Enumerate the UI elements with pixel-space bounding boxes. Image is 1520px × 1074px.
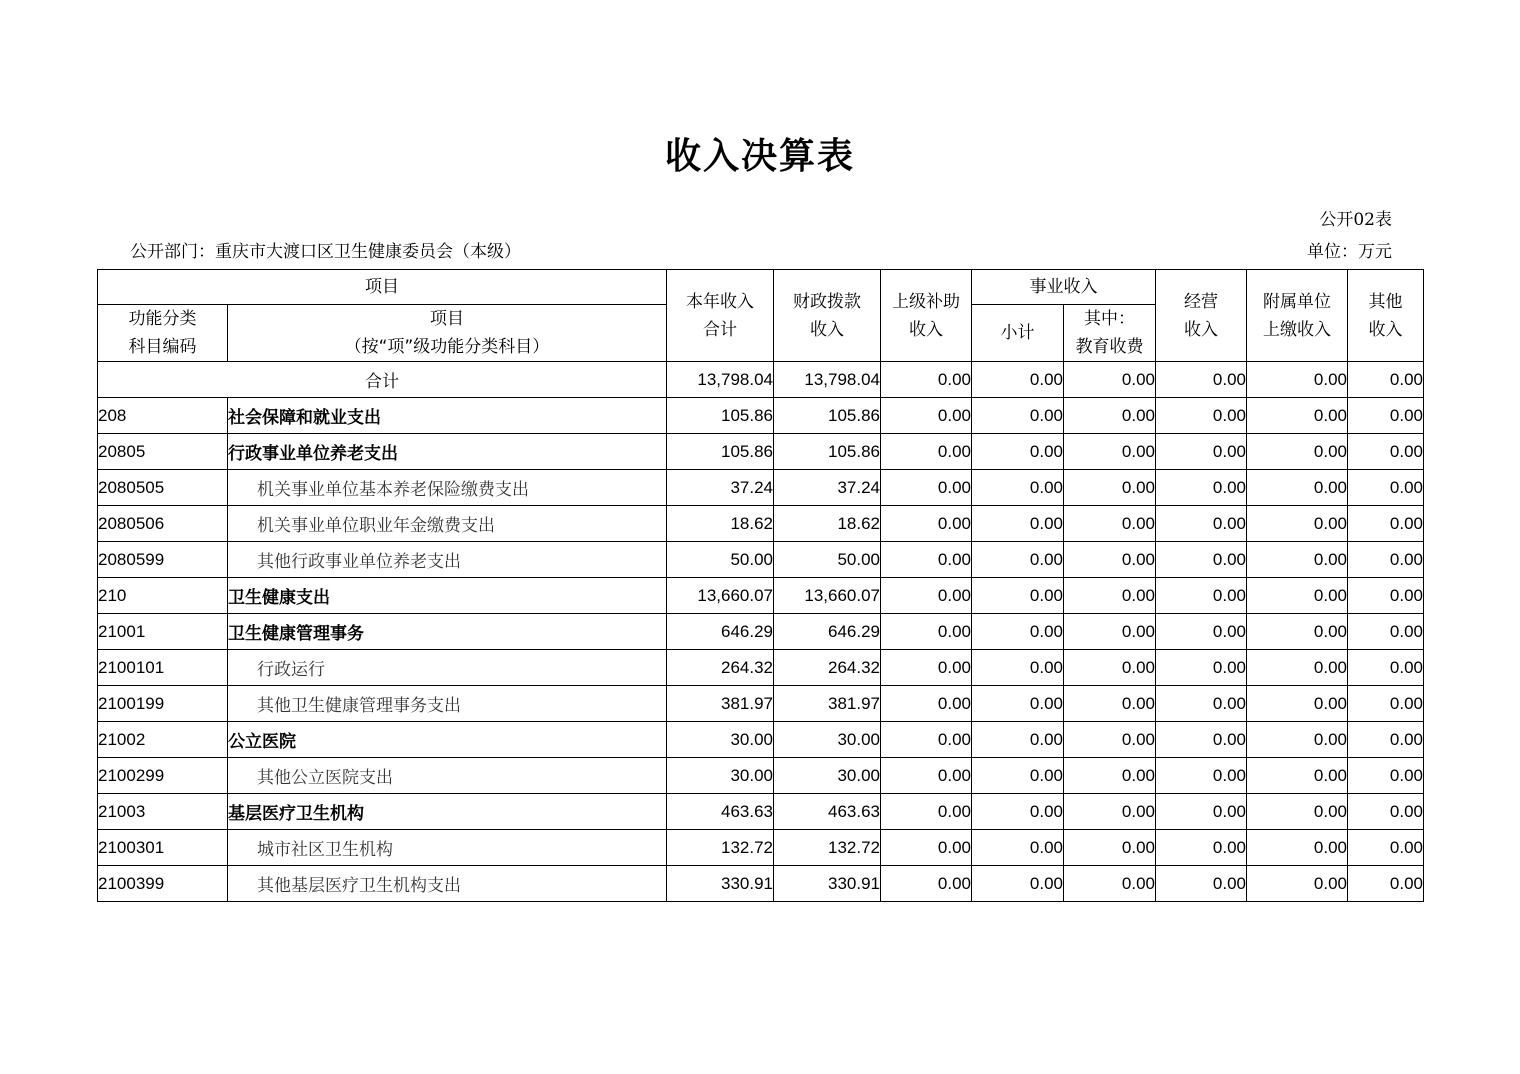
row-value: 0.00	[1247, 470, 1348, 506]
row-value: 0.00	[1348, 650, 1424, 686]
row-value: 0.00	[1156, 794, 1247, 830]
row-value: 0.00	[1348, 542, 1424, 578]
row-value: 0.00	[1247, 506, 1348, 542]
row-value: 0.00	[881, 686, 972, 722]
row-value: 0.00	[972, 398, 1064, 434]
table-row	[98, 686, 1424, 722]
row-code: 21002	[98, 722, 228, 758]
row-value: 0.00	[972, 614, 1064, 650]
row-value: 0.00	[972, 470, 1064, 506]
header-edu-fee: 其中： 教育收费	[1064, 305, 1156, 362]
row-value: 0.00	[881, 398, 972, 434]
header-fiscal: 财政拨款 收入	[774, 270, 881, 362]
row-code: 2080505	[98, 470, 228, 506]
row-value: 264.32	[667, 650, 774, 686]
row-value: 0.00	[1247, 650, 1348, 686]
row-value: 0.00	[972, 722, 1064, 758]
row-value: 30.00	[667, 758, 774, 794]
row-value: 0.00	[1156, 542, 1247, 578]
table-row	[98, 542, 1424, 578]
row-value: 0.00	[881, 470, 972, 506]
income-table	[97, 269, 1424, 902]
row-value: 463.63	[774, 794, 881, 830]
row-value: 0.00	[1156, 614, 1247, 650]
row-value: 0.00	[1156, 830, 1247, 866]
row-name: 卫生健康管理事务	[228, 614, 667, 650]
row-value: 0.00	[881, 614, 972, 650]
row-name: 其他公立医院支出	[228, 758, 667, 794]
row-value: 646.29	[667, 614, 774, 650]
total-value: 0.00	[1156, 362, 1247, 398]
unit-label: 单位：万元	[1307, 242, 1392, 262]
row-value: 330.91	[774, 866, 881, 902]
row-value: 0.00	[972, 650, 1064, 686]
row-value: 0.00	[1348, 686, 1424, 722]
total-value: 0.00	[1348, 362, 1424, 398]
department-label: 公开部门：重庆市大渡口区卫生健康委员会（本级）	[130, 242, 521, 262]
row-value: 0.00	[1064, 758, 1156, 794]
row-code: 210	[98, 578, 228, 614]
row-value: 0.00	[972, 506, 1064, 542]
row-value: 0.00	[972, 434, 1064, 470]
row-value: 105.86	[774, 398, 881, 434]
total-value: 0.00	[1064, 362, 1156, 398]
row-value: 37.24	[667, 470, 774, 506]
row-value: 264.32	[774, 650, 881, 686]
header-operating: 经营 收入	[1156, 270, 1247, 362]
row-value: 105.86	[667, 434, 774, 470]
row-value: 0.00	[1247, 722, 1348, 758]
table-row	[98, 794, 1424, 830]
row-name: 机关事业单位基本养老保险缴费支出	[228, 470, 667, 506]
row-value: 0.00	[1247, 614, 1348, 650]
row-value: 0.00	[1156, 722, 1247, 758]
page-title: 收入决算表	[664, 136, 855, 177]
row-value: 0.00	[1156, 866, 1247, 902]
row-value: 18.62	[667, 506, 774, 542]
row-value: 0.00	[1348, 722, 1424, 758]
row-value: 0.00	[881, 866, 972, 902]
row-value: 30.00	[774, 758, 881, 794]
row-code: 2080599	[98, 542, 228, 578]
row-value: 37.24	[774, 470, 881, 506]
table-row	[98, 578, 1424, 614]
row-value: 0.00	[881, 794, 972, 830]
row-value: 0.00	[972, 830, 1064, 866]
row-value: 0.00	[1247, 434, 1348, 470]
row-name: 行政事业单位养老支出	[228, 434, 667, 470]
row-value: 0.00	[1156, 578, 1247, 614]
row-code: 2100299	[98, 758, 228, 794]
total-row	[98, 362, 1424, 398]
table-row	[98, 722, 1424, 758]
header-affiliate: 附属单位 上缴收入	[1247, 270, 1348, 362]
row-name: 社会保障和就业支出	[228, 398, 667, 434]
row-value: 0.00	[1064, 542, 1156, 578]
row-value: 105.86	[667, 398, 774, 434]
total-value: 0.00	[972, 362, 1064, 398]
row-value: 0.00	[1156, 650, 1247, 686]
header-name: 项目 （按“项”级功能分类科目）	[228, 305, 667, 362]
table-row	[98, 758, 1424, 794]
row-value: 50.00	[774, 542, 881, 578]
row-value: 0.00	[1064, 794, 1156, 830]
row-value: 0.00	[881, 506, 972, 542]
row-code: 20805	[98, 434, 228, 470]
row-value: 463.63	[667, 794, 774, 830]
row-value: 381.97	[667, 686, 774, 722]
row-name: 公立医院	[228, 722, 667, 758]
row-value: 0.00	[881, 758, 972, 794]
row-value: 0.00	[1064, 686, 1156, 722]
row-value: 0.00	[1348, 506, 1424, 542]
table-row	[98, 506, 1424, 542]
row-value: 0.00	[1247, 866, 1348, 902]
row-value: 105.86	[774, 434, 881, 470]
row-value: 0.00	[1156, 434, 1247, 470]
header-project: 项目	[98, 270, 667, 305]
row-name: 城市社区卫生机构	[228, 830, 667, 866]
row-value: 0.00	[1348, 830, 1424, 866]
row-value: 0.00	[881, 578, 972, 614]
row-code: 2080506	[98, 506, 228, 542]
row-code: 208	[98, 398, 228, 434]
header-code: 功能分类 科目编码	[98, 305, 228, 362]
total-value: 0.00	[1247, 362, 1348, 398]
total-label: 合计	[98, 362, 667, 398]
row-value: 0.00	[1348, 578, 1424, 614]
header-other: 其他 收入	[1348, 270, 1424, 362]
row-value: 0.00	[881, 434, 972, 470]
row-value: 0.00	[972, 758, 1064, 794]
row-value: 0.00	[1064, 434, 1156, 470]
form-number: 公开02表	[1319, 210, 1392, 230]
row-value: 0.00	[1348, 398, 1424, 434]
row-name: 卫生健康支出	[228, 578, 667, 614]
row-code: 2100301	[98, 830, 228, 866]
row-value: 0.00	[1156, 470, 1247, 506]
row-value: 0.00	[1348, 794, 1424, 830]
row-value: 0.00	[1156, 398, 1247, 434]
row-value: 0.00	[881, 650, 972, 686]
row-value: 0.00	[1247, 830, 1348, 866]
row-value: 0.00	[1156, 686, 1247, 722]
row-value: 0.00	[972, 866, 1064, 902]
table-row	[98, 470, 1424, 506]
row-value: 30.00	[667, 722, 774, 758]
row-code: 21001	[98, 614, 228, 650]
row-value: 0.00	[972, 794, 1064, 830]
total-value: 0.00	[881, 362, 972, 398]
row-name: 其他基层医疗卫生机构支出	[228, 866, 667, 902]
row-value: 0.00	[1247, 794, 1348, 830]
row-value: 0.00	[1064, 866, 1156, 902]
header-total-income: 本年收入 合计	[667, 270, 774, 362]
table-row	[98, 650, 1424, 686]
row-code: 2100399	[98, 866, 228, 902]
row-value: 0.00	[1348, 434, 1424, 470]
row-name: 其他行政事业单位养老支出	[228, 542, 667, 578]
row-value: 132.72	[774, 830, 881, 866]
row-value: 0.00	[1064, 830, 1156, 866]
row-value: 0.00	[881, 542, 972, 578]
header-superior: 上级补助 收入	[881, 270, 972, 362]
row-value: 0.00	[1247, 398, 1348, 434]
row-value: 132.72	[667, 830, 774, 866]
row-value: 30.00	[774, 722, 881, 758]
row-code: 2100101	[98, 650, 228, 686]
table-row	[98, 866, 1424, 902]
row-value: 381.97	[774, 686, 881, 722]
row-code: 21003	[98, 794, 228, 830]
row-value: 0.00	[1156, 506, 1247, 542]
row-value: 646.29	[774, 614, 881, 650]
row-value: 13,660.07	[774, 578, 881, 614]
row-value: 0.00	[1348, 614, 1424, 650]
row-value: 0.00	[1247, 758, 1348, 794]
row-value: 0.00	[1064, 722, 1156, 758]
row-value: 0.00	[1064, 470, 1156, 506]
row-value: 0.00	[1064, 506, 1156, 542]
total-value: 13,798.04	[774, 362, 881, 398]
row-value: 0.00	[1247, 686, 1348, 722]
row-value: 0.00	[1064, 578, 1156, 614]
row-value: 18.62	[774, 506, 881, 542]
row-value: 0.00	[1348, 758, 1424, 794]
total-value: 13,798.04	[667, 362, 774, 398]
row-value: 0.00	[1064, 398, 1156, 434]
row-value: 50.00	[667, 542, 774, 578]
row-value: 330.91	[667, 866, 774, 902]
row-value: 0.00	[1247, 542, 1348, 578]
row-name: 行政运行	[228, 650, 667, 686]
row-value: 0.00	[1348, 866, 1424, 902]
row-value: 0.00	[1348, 470, 1424, 506]
row-value: 0.00	[972, 542, 1064, 578]
row-value: 0.00	[881, 722, 972, 758]
row-value: 0.00	[1156, 758, 1247, 794]
row-name: 其他卫生健康管理事务支出	[228, 686, 667, 722]
table-row	[98, 830, 1424, 866]
row-value: 0.00	[972, 686, 1064, 722]
row-value: 0.00	[972, 578, 1064, 614]
row-value: 0.00	[1064, 614, 1156, 650]
row-code: 2100199	[98, 686, 228, 722]
row-value: 0.00	[1247, 578, 1348, 614]
table-row	[98, 398, 1424, 434]
header-business: 事业收入	[972, 270, 1156, 305]
row-value: 13,660.07	[667, 578, 774, 614]
row-value: 0.00	[881, 830, 972, 866]
row-name: 机关事业单位职业年金缴费支出	[228, 506, 667, 542]
table-row	[98, 614, 1424, 650]
row-name: 基层医疗卫生机构	[228, 794, 667, 830]
row-value: 0.00	[1064, 650, 1156, 686]
header-subtotal: 小计	[972, 305, 1064, 362]
table-row	[98, 434, 1424, 470]
